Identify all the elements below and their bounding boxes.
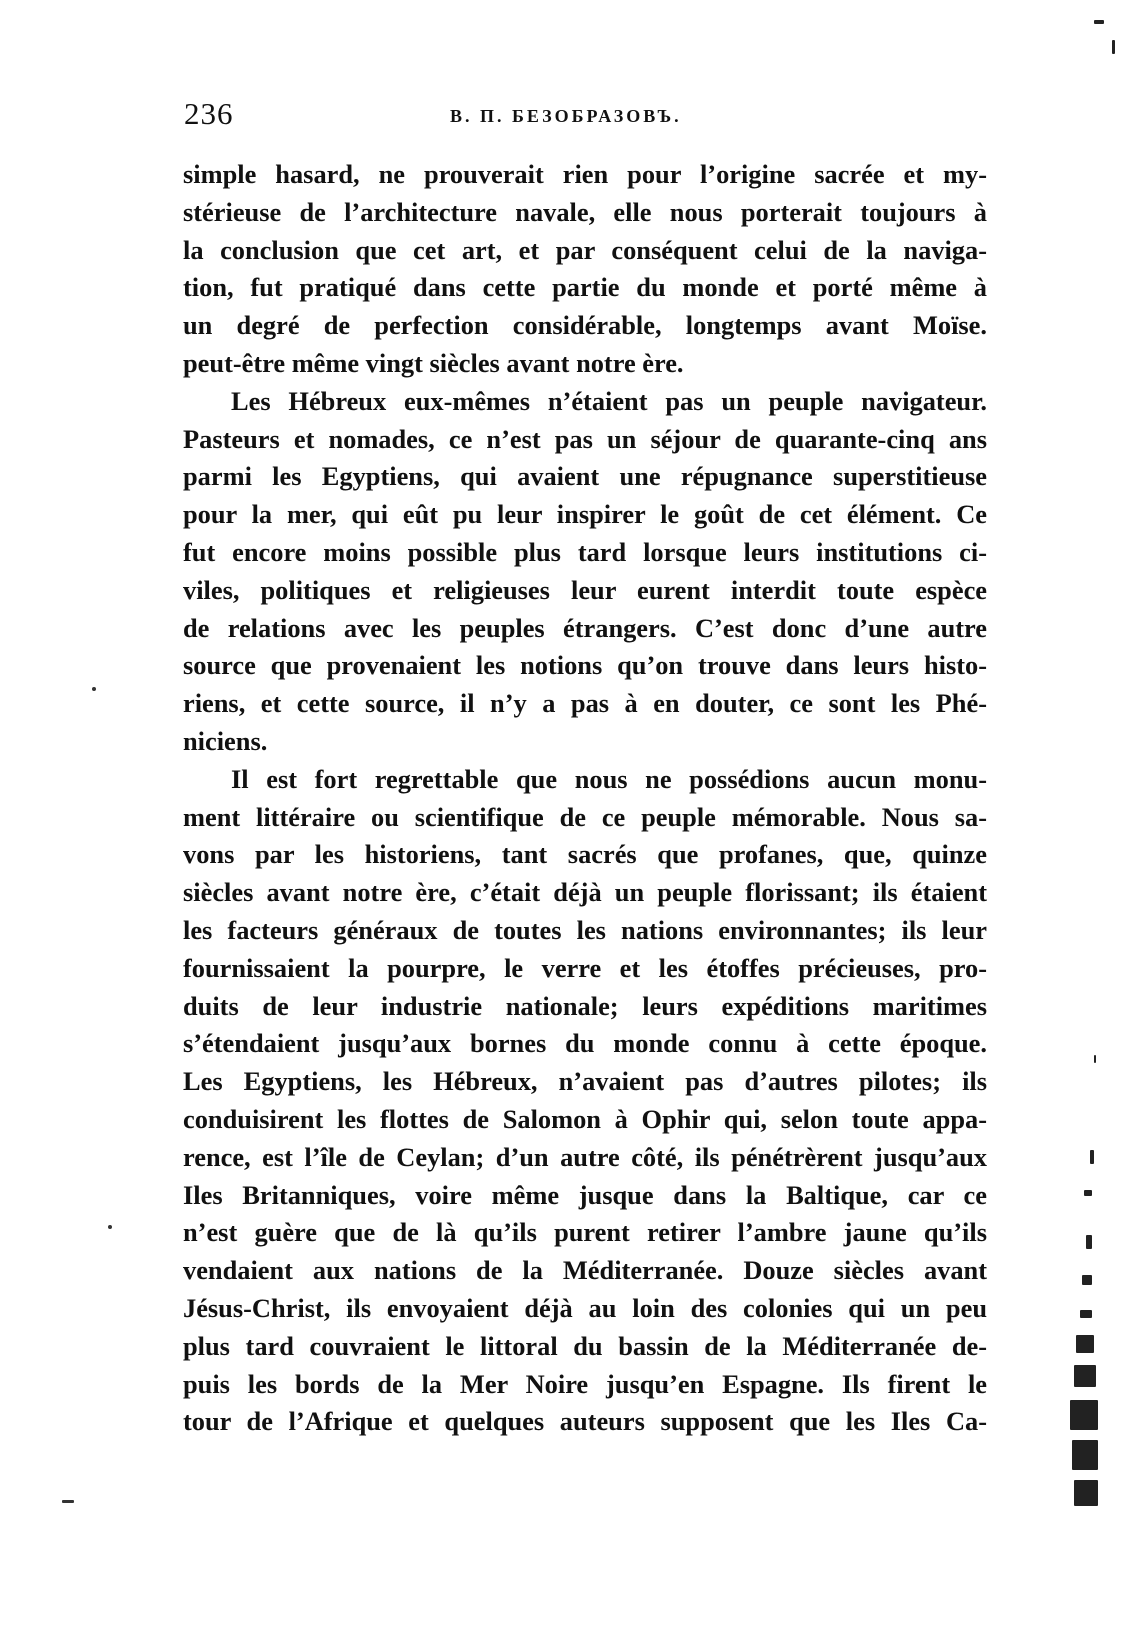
scan-speck xyxy=(1074,1480,1098,1506)
scan-speck xyxy=(1074,1365,1096,1387)
text-line: conduisirent les flottes de Salomon à Ophir qui, selon toute appa- xyxy=(183,1103,987,1134)
running-head: В. П. БЕЗОБРАЗОВЪ. xyxy=(450,106,682,126)
margin-dot xyxy=(62,1500,74,1503)
text-line: duits de leur industrie nationale; leurs expéditions maritimes xyxy=(183,990,987,1021)
text-line: riens, et cette source, il n’y a pas à en douter, ce sont les Phé- xyxy=(183,688,987,719)
text-line: n’est guère que de là qu’ils purent retirer l’ambre jaune qu’ils xyxy=(183,1217,987,1248)
text-line: fut encore moins possible plus tard lorsque leurs institutions ci- xyxy=(183,536,987,567)
text-line: s’étendaient jusqu’aux bornes du monde connu à cette époque. xyxy=(183,1028,987,1059)
text-line: pour la mer, qui eût pu leur inspirer le goût de cet élément. Ce xyxy=(183,499,987,530)
text-line: source que provenaient les notions qu’on trouve dans leurs histo- xyxy=(183,650,987,681)
page-header xyxy=(184,96,994,136)
scan-speck xyxy=(1094,1055,1096,1063)
scan-speck xyxy=(1070,1400,1098,1430)
scan-speck xyxy=(1076,1335,1094,1353)
text-line: tion, fut pratiqué dans cette partie du monde et porté même à xyxy=(183,272,987,303)
text-line: fournissaient la pourpre, le verre et les étoffes précieuses, pro- xyxy=(183,952,987,983)
text-line: viles, politiques et religieuses leur eurent interdit toute espèce xyxy=(183,574,987,605)
text-line: Les Hébreux eux-mêmes n’étaient pas un peuple navigateur. xyxy=(231,385,987,416)
scan-speck xyxy=(1084,1190,1092,1196)
margin-dot xyxy=(92,687,96,691)
text-line: stérieuse de l’architecture navale, elle nous porterait toujours à xyxy=(183,196,987,227)
text-line: tour de l’Afrique et quelques auteurs supposent que les Iles Ca- xyxy=(183,1406,987,1437)
scan-speck xyxy=(1112,40,1115,54)
text-line: simple hasard, ne prouverait rien pour l’origine sacrée et my- xyxy=(183,159,987,189)
text-line: rence, est l’île de Ceylan; d’un autre côté, ils pénétrèrent jusqu’aux xyxy=(183,1141,987,1172)
text-line: Jésus-Christ, ils envoyaient déjà au loin des colonies qui un peu xyxy=(183,1292,987,1323)
margin-dot xyxy=(108,1225,112,1229)
scan-speck xyxy=(1086,1235,1092,1249)
text-line: les facteurs généraux de toutes les nations environnantes; ils leur xyxy=(183,914,987,945)
text-line: la conclusion que cet art, et par conséquent celui de la naviga- xyxy=(183,234,987,265)
scan-speck xyxy=(1082,1275,1092,1285)
page-number: 236 xyxy=(184,96,234,131)
text-line: niciens. xyxy=(183,725,268,756)
text-line: Pasteurs et nomades, ce n’est pas un séjour de quarante-cinq ans xyxy=(183,423,987,454)
text-line: vendaient aux nations de la Méditerranée. Douze siècles avant xyxy=(183,1255,987,1286)
text-line: plus tard couvraient le littoral du bassin de la Méditerranée de- xyxy=(183,1330,987,1361)
text-line: peut-être même vingt siècles avant notre ère. xyxy=(183,347,684,378)
scan-speck xyxy=(1080,1310,1092,1318)
text-line: Iles Britanniques, voire même jusque dans la Baltique, car ce xyxy=(183,1179,987,1210)
text-line: siècles avant notre ère, c’était déjà un peuple florissant; ils étaient xyxy=(183,877,987,908)
text-line: Les Egyptiens, les Hébreux, n’avaient pas d’autres pilotes; ils xyxy=(183,1066,987,1097)
text-line: parmi les Egyptiens, qui avaient une répugnance superstitieuse xyxy=(183,461,987,492)
text-line: de relations avec les peuples étrangers. C’est donc d’une autre xyxy=(183,612,987,643)
text-line: Il est fort regrettable que nous ne possédions aucun monu- xyxy=(231,763,987,794)
text-line: puis les bords de la Mer Noire jusqu’en Espagne. Ils firent le xyxy=(183,1368,987,1399)
scan-speck xyxy=(1072,1440,1098,1470)
text-line: vons par les historiens, tant sacrés que profanes, que, quinze xyxy=(183,839,987,870)
text-line: un degré de perfection considérable, longtemps avant Moïse. xyxy=(183,310,987,341)
body-text xyxy=(183,156,987,1441)
scan-speck xyxy=(1090,1150,1094,1164)
scan-edge-noise xyxy=(1060,0,1140,1651)
text-line: ment littéraire ou scientifique de ce peuple mémorable. Nous sa- xyxy=(183,801,987,832)
scan-speck xyxy=(1094,20,1104,24)
